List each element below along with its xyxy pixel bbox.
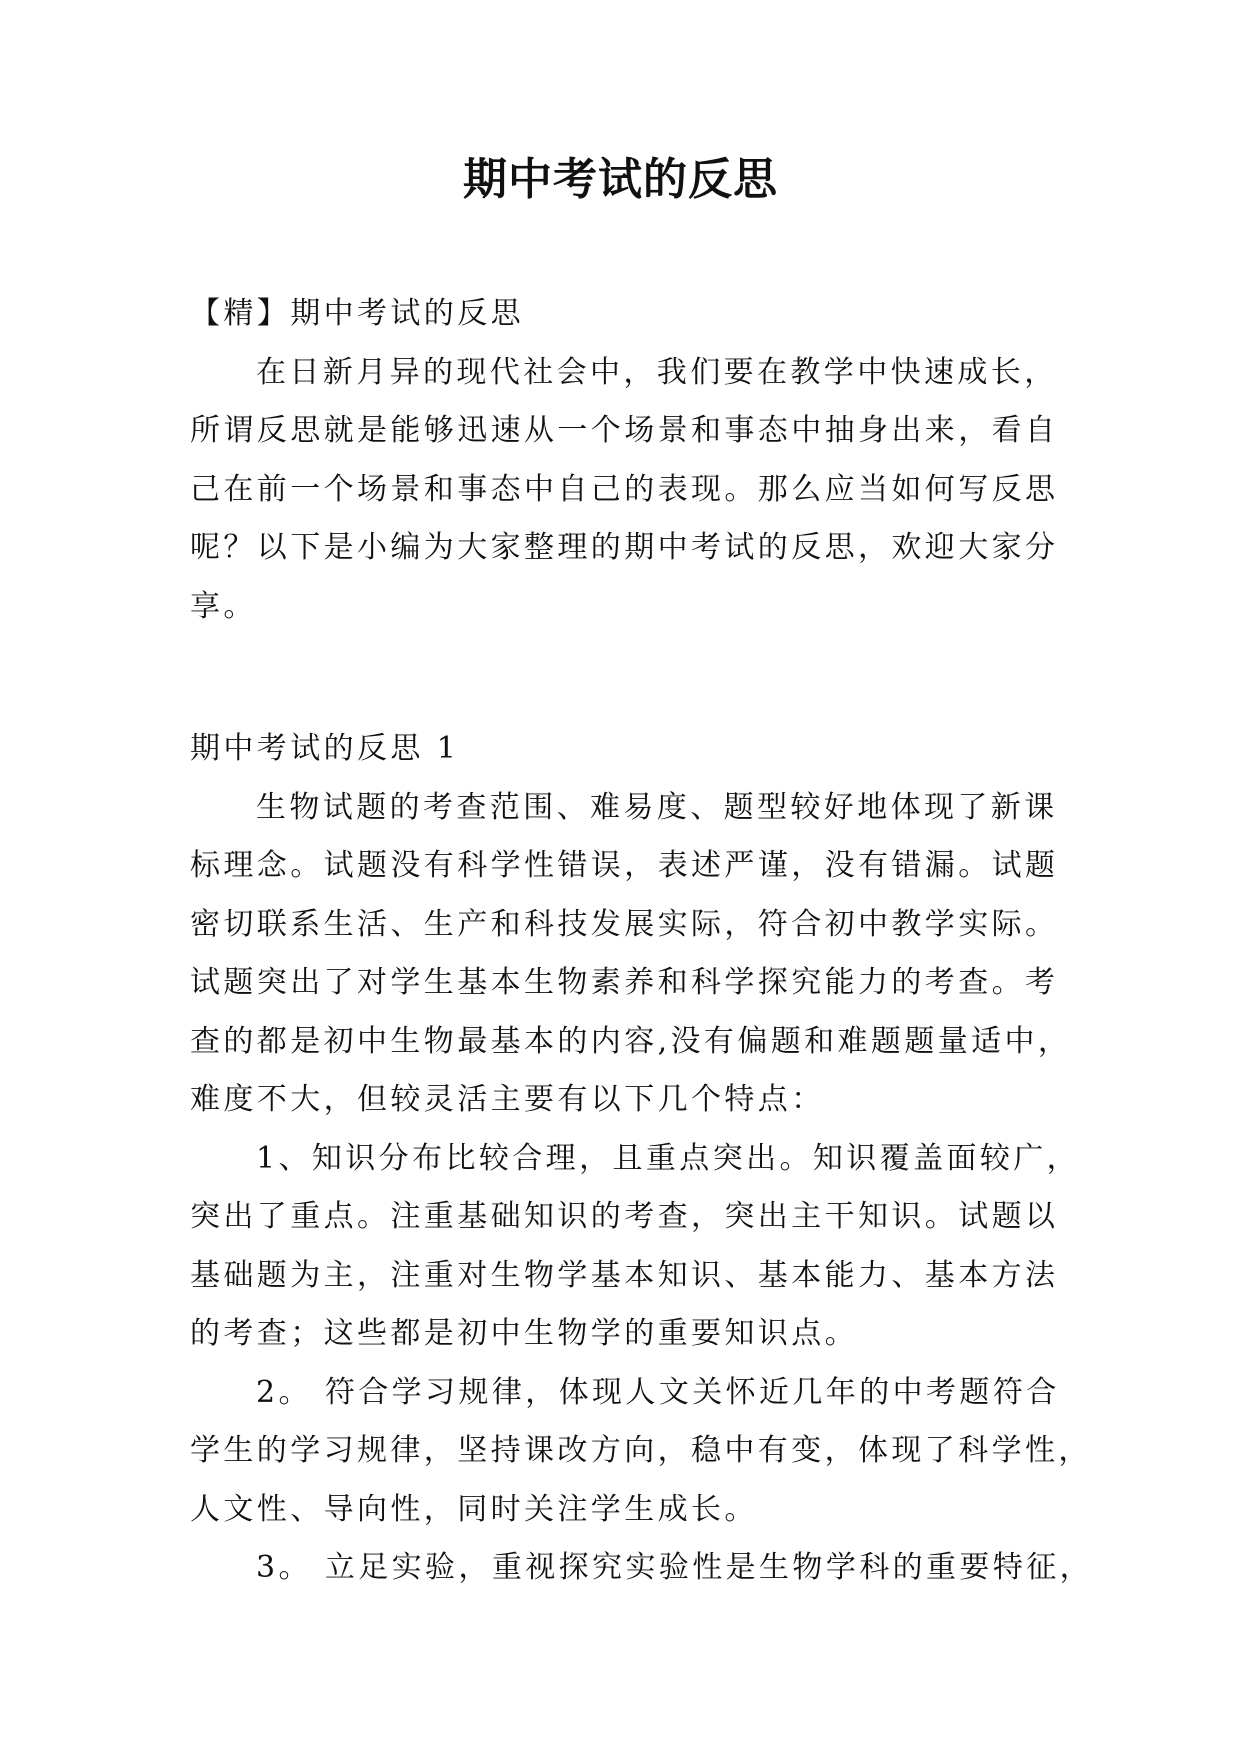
- paragraph-line: 突出了重点。注重基础知识的考查，突出主干知识。试题以: [190, 1199, 1059, 1234]
- intro-paragraph: [190, 344, 1059, 637]
- paragraph-line: 3。 立足实验，重视探究实验性是生物学科的重要特征，: [256, 1550, 1094, 1585]
- paragraph-line: 己在前一个场景和事态中自己的表现。那么应当如何写反思: [190, 471, 1059, 507]
- paragraph-line: 试题突出了对学生基本生物素养和科学探究能力的考查。考: [190, 965, 1059, 1000]
- paragraph-line: 生物试题的考查范围、难易度、题型较好地体现了新课: [256, 789, 1058, 825]
- point-2-paragraph: [190, 1364, 1092, 1540]
- subtitle-line: 【精】期中考试的反思: [190, 296, 524, 331]
- section-paragraph: [190, 779, 1072, 1130]
- paragraph-line: 基础题为主，注重对生物学基本知识、基本能力、基本方法: [190, 1257, 1059, 1293]
- paragraph-line: 呢？以下是小编为大家整理的期中考试的反思，欢迎大家分: [190, 530, 1059, 565]
- document-body: [190, 285, 1094, 1598]
- paragraph-line: 所谓反思就是能够迅速从一个场景和事态中抽身出来，看自: [190, 413, 1059, 448]
- paragraph-line: 2。 符合学习规律，体现人文关怀近几年的中考题符合: [256, 1374, 1060, 1410]
- paragraph-line: 学生的学习规律，坚持课改方向，稳中有变，体现了科学性，: [190, 1433, 1092, 1468]
- paragraph-line: 难度不大，但较灵活主要有以下几个特点：: [190, 1082, 825, 1117]
- section-heading: 期中考试的反思 1: [190, 731, 460, 766]
- section-gap: [190, 636, 1052, 720]
- paragraph-line: 在日新月异的现代社会中，我们要在教学中快速成长，: [256, 354, 1058, 390]
- paragraph-line: 的考查；这些都是初中生物学的重要知识点。: [190, 1316, 858, 1351]
- point-3-paragraph: [190, 1539, 1094, 1598]
- paragraph-line: 标理念。试题没有科学性错误，表述严谨，没有错漏。试题: [190, 848, 1059, 883]
- paragraph-line: 1、知识分布比较合理，且重点突出。知识覆盖面较广，: [256, 1140, 1081, 1176]
- document-title: 期中考试的反思: [463, 154, 778, 205]
- point-1-paragraph: [190, 1130, 1081, 1364]
- paragraph-line: 享。: [190, 588, 257, 624]
- paragraph-line: 密切联系生活、生产和科技发展实际，符合初中教学实际。: [190, 906, 1059, 942]
- paragraph-line: 人文性、导向性，同时关注学生成长。: [190, 1491, 758, 1527]
- paragraph-line: 查的都是初中生物最基本的内容,没有偏题和难题题量适中，: [190, 1023, 1072, 1059]
